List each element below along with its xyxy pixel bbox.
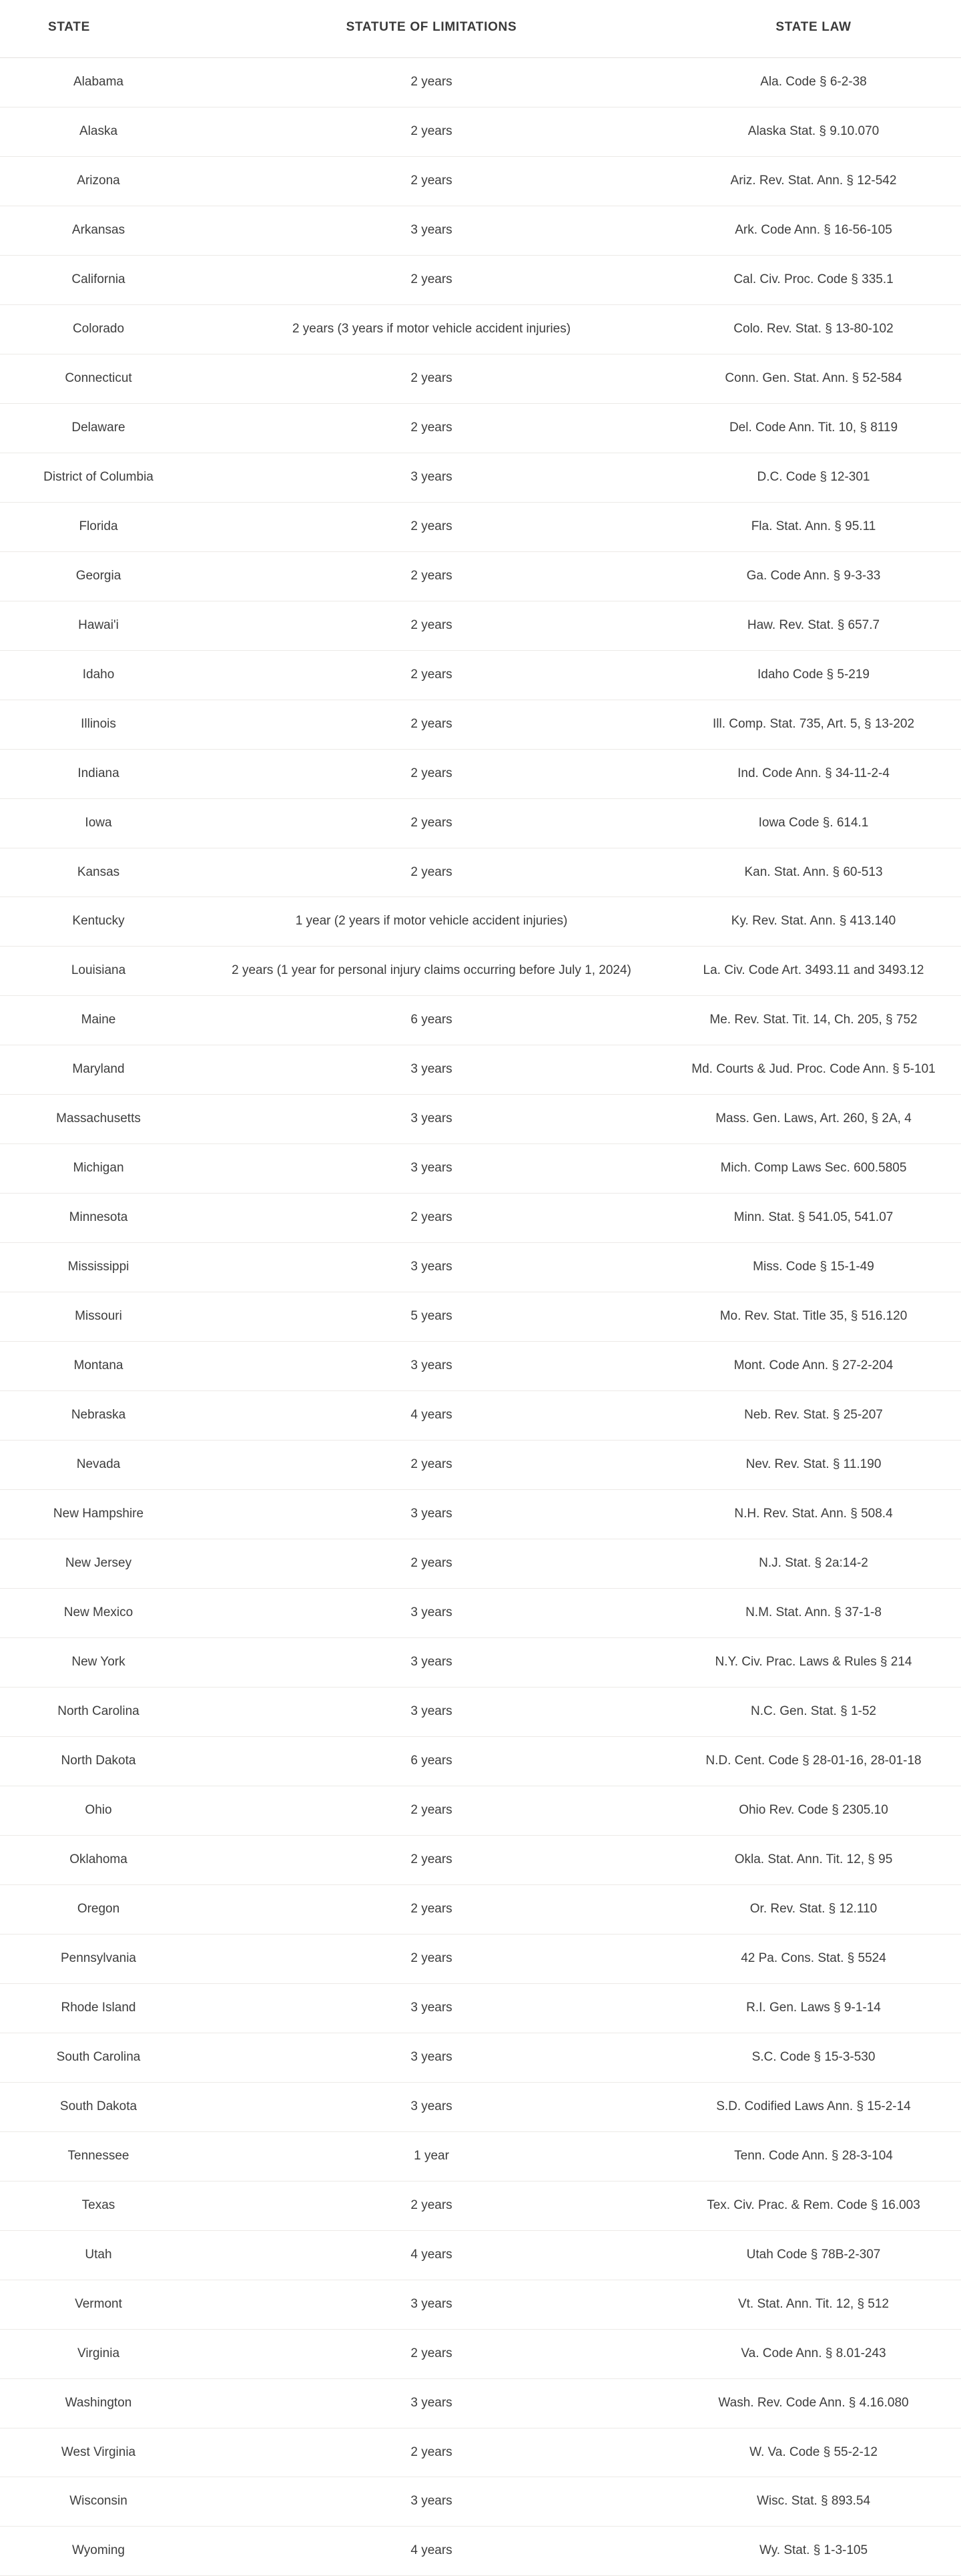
cell-statute-of-limitations: 3 years: [197, 206, 666, 255]
table-row: [0, 255, 961, 304]
cell-statute-of-limitations: 2 years: [197, 502, 666, 551]
cell-state: Utah: [0, 2230, 197, 2280]
cell-state: Virginia: [0, 2329, 197, 2378]
cell-state-law: Ky. Rev. Stat. Ann. § 413.140: [666, 897, 961, 947]
cell-state: South Carolina: [0, 2033, 197, 2082]
table-row: [0, 1786, 961, 1835]
cell-statute-of-limitations: 6 years: [197, 996, 666, 1045]
cell-state: Ohio: [0, 1786, 197, 1835]
cell-state-law: W. Va. Code § 55-2-12: [666, 2428, 961, 2477]
cell-statute-of-limitations: 2 years: [197, 848, 666, 897]
table-row: [0, 650, 961, 700]
cell-state-law: La. Civ. Code Art. 3493.11 and 3493.12: [666, 947, 961, 996]
table-row: [0, 1144, 961, 1194]
table-row: [0, 798, 961, 848]
table-row: [0, 2033, 961, 2082]
cell-state: Idaho: [0, 650, 197, 700]
table-row: [0, 2181, 961, 2230]
cell-statute-of-limitations: 3 years: [197, 1638, 666, 1688]
cell-state-law: Conn. Gen. Stat. Ann. § 52-584: [666, 354, 961, 403]
cell-statute-of-limitations: 1 year (2 years if motor vehicle accident injuries): [197, 897, 666, 947]
cell-state-law: Ga. Code Ann. § 9-3-33: [666, 551, 961, 601]
cell-state: Alaska: [0, 107, 197, 156]
cell-state: Maine: [0, 996, 197, 1045]
cell-state: New Jersey: [0, 1539, 197, 1589]
cell-state-law: Mich. Comp Laws Sec. 600.5805: [666, 1144, 961, 1194]
cell-state: South Dakota: [0, 2082, 197, 2131]
table-row: [0, 1391, 961, 1441]
table-row: [0, 1342, 961, 1391]
cell-state: Tennessee: [0, 2131, 197, 2181]
cell-state-law: Nev. Rev. Stat. § 11.190: [666, 1441, 961, 1490]
cell-state-law: Ala. Code § 6-2-38: [666, 58, 961, 107]
cell-statute-of-limitations: 5 years: [197, 1292, 666, 1342]
table-row: [0, 1490, 961, 1539]
cell-statute-of-limitations: 1 year: [197, 2131, 666, 2181]
table-row: [0, 947, 961, 996]
cell-statute-of-limitations: 4 years: [197, 1391, 666, 1441]
cell-state: Washington: [0, 2378, 197, 2428]
table-row: [0, 551, 961, 601]
cell-state: Arkansas: [0, 206, 197, 255]
cell-state-law: Okla. Stat. Ann. Tit. 12, § 95: [666, 1835, 961, 1884]
cell-statute-of-limitations: 2 years: [197, 798, 666, 848]
table-row: [0, 1884, 961, 1934]
cell-state-law: S.C. Code § 15-3-530: [666, 2033, 961, 2082]
cell-state-law: Alaska Stat. § 9.10.070: [666, 107, 961, 156]
cell-state-law: R.I. Gen. Laws § 9-1-14: [666, 1983, 961, 2033]
cell-statute-of-limitations: 3 years: [197, 1045, 666, 1095]
cell-state: New Mexico: [0, 1589, 197, 1638]
cell-state: Florida: [0, 502, 197, 551]
table-row: [0, 206, 961, 255]
cell-state-law: 42 Pa. Cons. Stat. § 5524: [666, 1934, 961, 1983]
cell-state-law: Iowa Code §. 614.1: [666, 798, 961, 848]
table-row: [0, 1539, 961, 1589]
cell-state-law: N.H. Rev. Stat. Ann. § 508.4: [666, 1490, 961, 1539]
cell-state-law: Vt. Stat. Ann. Tit. 12, § 512: [666, 2280, 961, 2329]
cell-state: Montana: [0, 1342, 197, 1391]
table-row: [0, 304, 961, 354]
cell-state: Wyoming: [0, 2527, 197, 2576]
cell-state-law: Del. Code Ann. Tit. 10, § 8119: [666, 403, 961, 453]
cell-statute-of-limitations: 3 years: [197, 2033, 666, 2082]
cell-state-law: Ohio Rev. Code § 2305.10: [666, 1786, 961, 1835]
cell-state-law: Wisc. Stat. § 893.54: [666, 2477, 961, 2527]
cell-statute-of-limitations: 4 years: [197, 2527, 666, 2576]
cell-statute-of-limitations: 2 years (3 years if motor vehicle accident injuries): [197, 304, 666, 354]
table-row: [0, 848, 961, 897]
cell-statute-of-limitations: 3 years: [197, 1490, 666, 1539]
cell-statute-of-limitations: 2 years: [197, 749, 666, 798]
cell-state-law: Va. Code Ann. § 8.01-243: [666, 2329, 961, 2378]
cell-state: Indiana: [0, 749, 197, 798]
cell-statute-of-limitations: 2 years: [197, 403, 666, 453]
cell-state-law: Cal. Civ. Proc. Code § 335.1: [666, 255, 961, 304]
cell-state-law: Colo. Rev. Stat. § 13-80-102: [666, 304, 961, 354]
cell-state-law: Ill. Comp. Stat. 735, Art. 5, § 13-202: [666, 700, 961, 749]
table-header-row: [0, 0, 961, 58]
cell-statute-of-limitations: 2 years: [197, 2181, 666, 2230]
cell-state-law: N.M. Stat. Ann. § 37-1-8: [666, 1589, 961, 1638]
cell-statute-of-limitations: 3 years: [197, 1243, 666, 1292]
cell-state: Rhode Island: [0, 1983, 197, 2033]
cell-statute-of-limitations: 2 years: [197, 255, 666, 304]
cell-statute-of-limitations: 3 years: [197, 2280, 666, 2329]
cell-statute-of-limitations: 3 years: [197, 1687, 666, 1736]
cell-state-law: Neb. Rev. Stat. § 25-207: [666, 1391, 961, 1441]
table-header: [0, 0, 961, 58]
cell-state-law: Wy. Stat. § 1-3-105: [666, 2527, 961, 2576]
cell-state-law: Utah Code § 78B-2-307: [666, 2230, 961, 2280]
table-row: [0, 749, 961, 798]
cell-state-law: Ariz. Rev. Stat. Ann. § 12-542: [666, 156, 961, 206]
cell-state-law: Me. Rev. Stat. Tit. 14, Ch. 205, § 752: [666, 996, 961, 1045]
cell-state-law: Mo. Rev. Stat. Title 35, § 516.120: [666, 1292, 961, 1342]
cell-statute-of-limitations: 3 years: [197, 1983, 666, 2033]
table-row: [0, 107, 961, 156]
cell-state: Delaware: [0, 403, 197, 453]
cell-state-law: Miss. Code § 15-1-49: [666, 1243, 961, 1292]
cell-state-law: Tenn. Code Ann. § 28-3-104: [666, 2131, 961, 2181]
table-row: [0, 2082, 961, 2131]
cell-statute-of-limitations: 2 years: [197, 700, 666, 749]
cell-state: Minnesota: [0, 1194, 197, 1243]
cell-state-law: Mont. Code Ann. § 27-2-204: [666, 1342, 961, 1391]
cell-state-law: N.C. Gen. Stat. § 1-52: [666, 1687, 961, 1736]
cell-state: Louisiana: [0, 947, 197, 996]
table-row: [0, 453, 961, 502]
cell-state: Michigan: [0, 1144, 197, 1194]
cell-state-law: N.D. Cent. Code § 28-01-16, 28-01-18: [666, 1736, 961, 1786]
cell-statute-of-limitations: 3 years: [197, 1095, 666, 1144]
column-header-state-law: STATE LAW: [666, 0, 961, 58]
cell-state: Illinois: [0, 700, 197, 749]
cell-state: Iowa: [0, 798, 197, 848]
cell-state: Georgia: [0, 551, 197, 601]
cell-state: Pennsylvania: [0, 1934, 197, 1983]
cell-state: Maryland: [0, 1045, 197, 1095]
cell-statute-of-limitations: 6 years: [197, 1736, 666, 1786]
cell-statute-of-limitations: 3 years: [197, 2477, 666, 2527]
cell-state-law: Or. Rev. Stat. § 12.110: [666, 1884, 961, 1934]
cell-state: Mississippi: [0, 1243, 197, 1292]
table-row: [0, 700, 961, 749]
cell-statute-of-limitations: 2 years: [197, 354, 666, 403]
cell-state-law: N.Y. Civ. Prac. Laws & Rules § 214: [666, 1638, 961, 1688]
cell-statute-of-limitations: 2 years: [197, 1539, 666, 1589]
cell-statute-of-limitations: 2 years: [197, 58, 666, 107]
cell-state-law: Tex. Civ. Prac. & Rem. Code § 16.003: [666, 2181, 961, 2230]
cell-state-law: Kan. Stat. Ann. § 60-513: [666, 848, 961, 897]
cell-state: Vermont: [0, 2280, 197, 2329]
cell-state-law: Fla. Stat. Ann. § 95.11: [666, 502, 961, 551]
column-header-statute-of-limitations: STATUTE OF LIMITATIONS: [197, 0, 666, 58]
cell-statute-of-limitations: 2 years: [197, 2428, 666, 2477]
cell-statute-of-limitations: 2 years: [197, 1441, 666, 1490]
cell-statute-of-limitations: 2 years: [197, 1835, 666, 1884]
table-row: [0, 2131, 961, 2181]
cell-state: Missouri: [0, 1292, 197, 1342]
table-row: [0, 1687, 961, 1736]
cell-state: Hawai'i: [0, 601, 197, 650]
table-row: [0, 2230, 961, 2280]
table-row: [0, 2527, 961, 2576]
table-row: [0, 1934, 961, 1983]
cell-statute-of-limitations: 3 years: [197, 1342, 666, 1391]
cell-statute-of-limitations: 2 years: [197, 1884, 666, 1934]
table-row: [0, 2477, 961, 2527]
table-row: [0, 1835, 961, 1884]
table-row: [0, 502, 961, 551]
table-row: [0, 2378, 961, 2428]
cell-state-law: D.C. Code § 12-301: [666, 453, 961, 502]
cell-statute-of-limitations: 2 years (1 year for personal injury claims occurring before July 1, 2024): [197, 947, 666, 996]
cell-state-law: S.D. Codified Laws Ann. § 15-2-14: [666, 2082, 961, 2131]
cell-state-law: Ark. Code Ann. § 16-56-105: [666, 206, 961, 255]
cell-state: Massachusetts: [0, 1095, 197, 1144]
table-row: [0, 1638, 961, 1688]
cell-state-law: Haw. Rev. Stat. § 657.7: [666, 601, 961, 650]
cell-state-law: Minn. Stat. § 541.05, 541.07: [666, 1194, 961, 1243]
cell-statute-of-limitations: 3 years: [197, 1144, 666, 1194]
table-row: [0, 403, 961, 453]
cell-statute-of-limitations: 2 years: [197, 107, 666, 156]
cell-state: Oregon: [0, 1884, 197, 1934]
table-row: [0, 897, 961, 947]
cell-state: California: [0, 255, 197, 304]
table-row: [0, 156, 961, 206]
cell-statute-of-limitations: 3 years: [197, 2378, 666, 2428]
cell-statute-of-limitations: 2 years: [197, 1194, 666, 1243]
table-row: [0, 1589, 961, 1638]
cell-statute-of-limitations: 2 years: [197, 601, 666, 650]
table-row: [0, 58, 961, 107]
cell-state-law: Md. Courts & Jud. Proc. Code Ann. § 5-101: [666, 1045, 961, 1095]
column-header-state: STATE: [0, 0, 197, 58]
cell-statute-of-limitations: 3 years: [197, 1589, 666, 1638]
table-row: [0, 1441, 961, 1490]
cell-state-law: Mass. Gen. Laws, Art. 260, § 2A, 4: [666, 1095, 961, 1144]
cell-statute-of-limitations: 2 years: [197, 650, 666, 700]
cell-state: District of Columbia: [0, 453, 197, 502]
cell-state-law: Wash. Rev. Code Ann. § 4.16.080: [666, 2378, 961, 2428]
cell-state: North Dakota: [0, 1736, 197, 1786]
table-row: [0, 1045, 961, 1095]
table-row: [0, 2280, 961, 2329]
cell-state: Nebraska: [0, 1391, 197, 1441]
table-row: [0, 1194, 961, 1243]
cell-state: Kentucky: [0, 897, 197, 947]
cell-state: Kansas: [0, 848, 197, 897]
cell-statute-of-limitations: 2 years: [197, 2329, 666, 2378]
cell-statute-of-limitations: 2 years: [197, 1934, 666, 1983]
table-row: [0, 1983, 961, 2033]
cell-state: West Virginia: [0, 2428, 197, 2477]
cell-state: Nevada: [0, 1441, 197, 1490]
table-row: [0, 1292, 961, 1342]
cell-statute-of-limitations: 2 years: [197, 156, 666, 206]
table-row: [0, 1095, 961, 1144]
cell-state: New Hampshire: [0, 1490, 197, 1539]
cell-statute-of-limitations: 3 years: [197, 2082, 666, 2131]
cell-state: North Carolina: [0, 1687, 197, 1736]
cell-state: Wisconsin: [0, 2477, 197, 2527]
cell-state: Texas: [0, 2181, 197, 2230]
cell-statute-of-limitations: 2 years: [197, 1786, 666, 1835]
cell-state: Colorado: [0, 304, 197, 354]
cell-state-law: Idaho Code § 5-219: [666, 650, 961, 700]
cell-state: Oklahoma: [0, 1835, 197, 1884]
cell-state: Arizona: [0, 156, 197, 206]
cell-state-law: Ind. Code Ann. § 34-11-2-4: [666, 749, 961, 798]
cell-state: Alabama: [0, 58, 197, 107]
cell-statute-of-limitations: 2 years: [197, 551, 666, 601]
table-row: [0, 996, 961, 1045]
cell-statute-of-limitations: 4 years: [197, 2230, 666, 2280]
table-row: [0, 354, 961, 403]
cell-state: New York: [0, 1638, 197, 1688]
cell-state-law: N.J. Stat. § 2a:14-2: [666, 1539, 961, 1589]
table-row: [0, 2329, 961, 2378]
table-body: [0, 58, 961, 2576]
table-row: [0, 1736, 961, 1786]
cell-state: Connecticut: [0, 354, 197, 403]
table-row: [0, 1243, 961, 1292]
table-row: [0, 2428, 961, 2477]
table-row: [0, 601, 961, 650]
cell-statute-of-limitations: 3 years: [197, 453, 666, 502]
